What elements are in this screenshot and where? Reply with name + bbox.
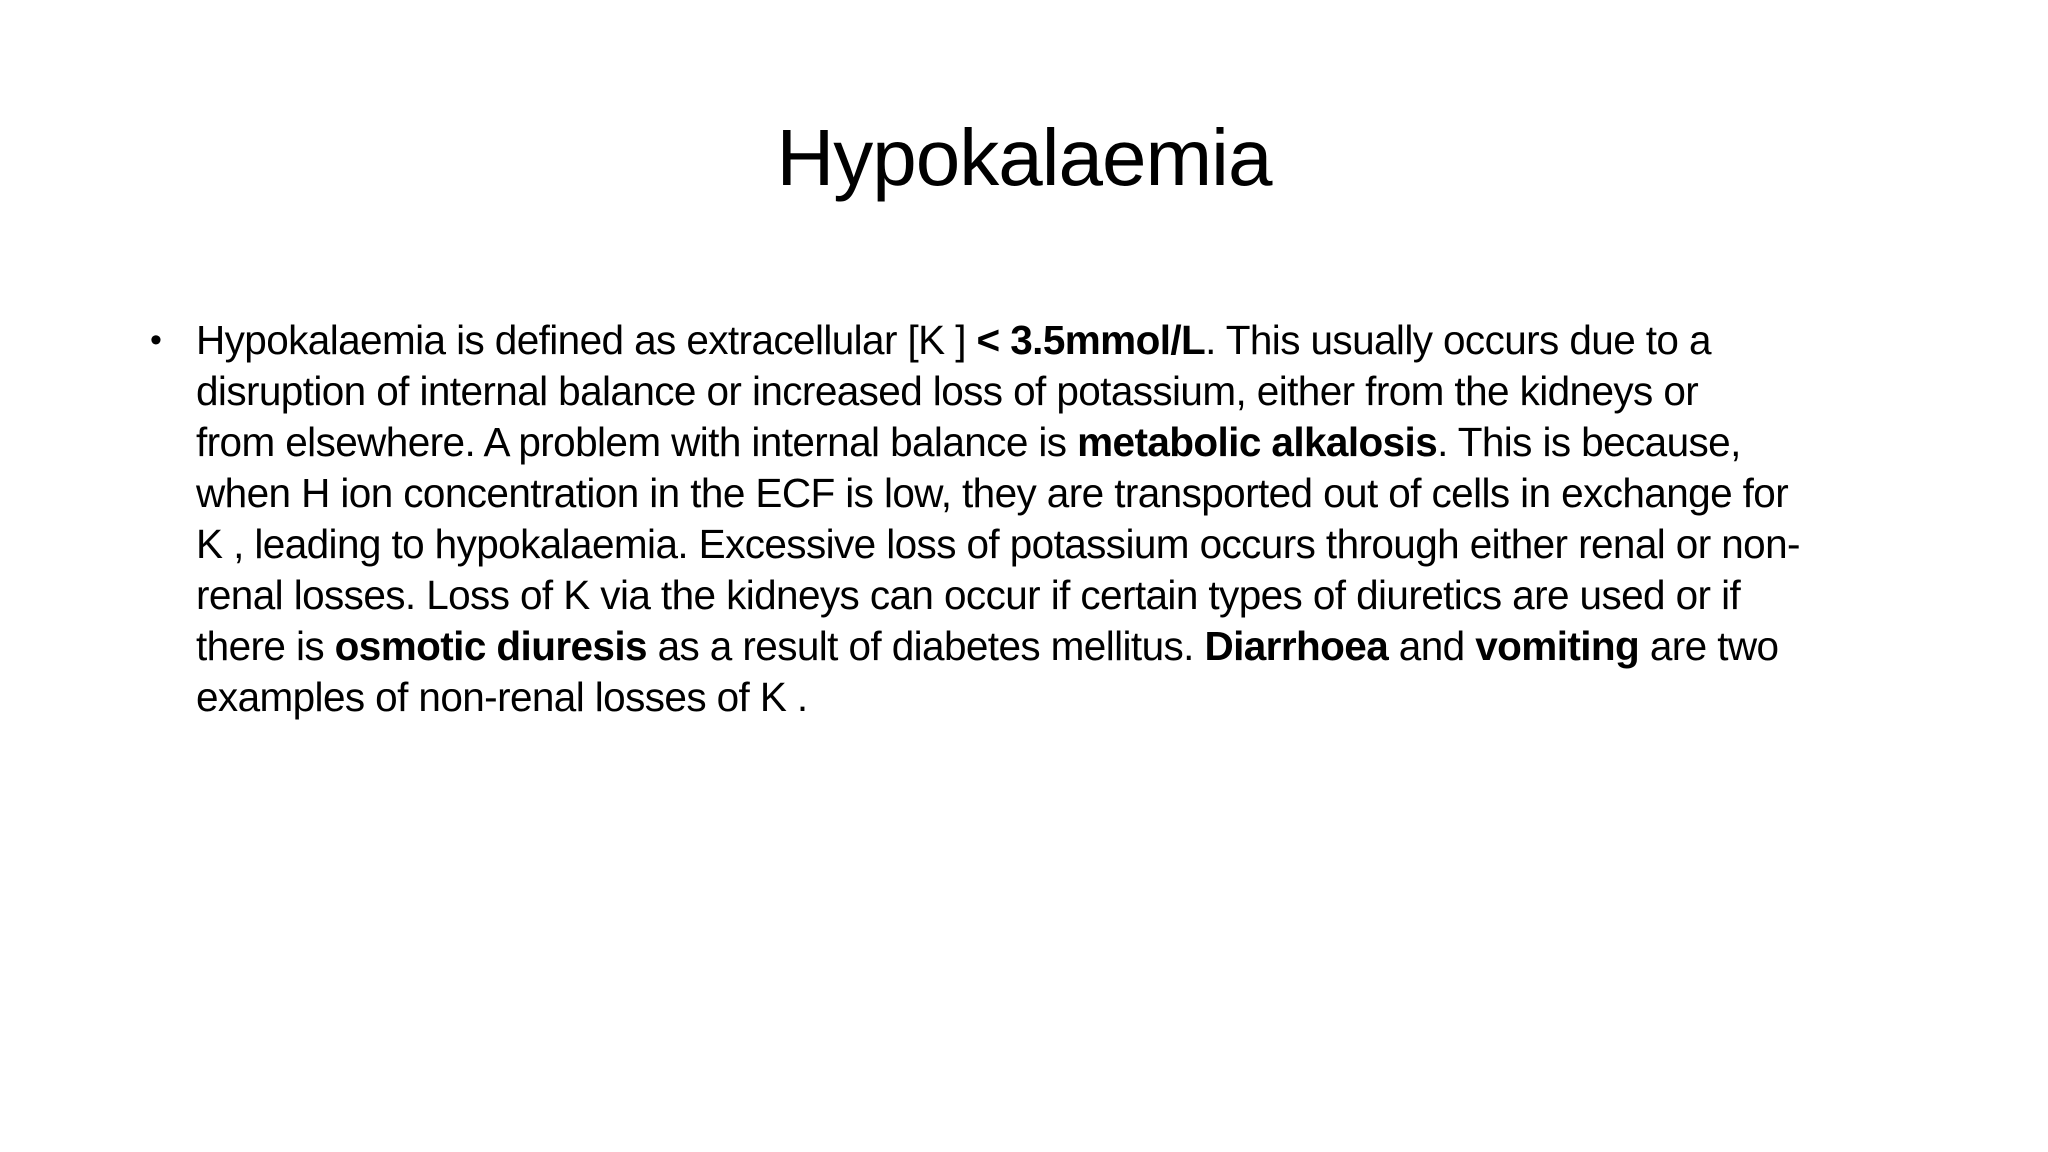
paragraph-line — [196, 621, 1970, 672]
text-segment: when H ion concentration in the ECF is low, they are transported out of cells in exchange for — [196, 470, 1789, 516]
paragraph-line — [196, 417, 1970, 468]
paragraph-line — [196, 570, 1970, 621]
paragraph-line — [196, 366, 1970, 417]
bullet-point-icon: • — [150, 321, 162, 359]
emphasized-term: vomiting — [1475, 623, 1640, 669]
paragraph-line — [196, 672, 1970, 723]
text-segment: and — [1388, 623, 1476, 669]
text-segment: are two — [1639, 623, 1779, 669]
text-segment: renal losses. Loss of K via the kidneys can occur if certain types of diuretics are used or if — [196, 572, 1741, 618]
emphasized-term: < 3.5mmol/L — [976, 317, 1206, 363]
paragraph-line — [196, 315, 1970, 366]
slide-title: Hypokalaemia — [776, 113, 1272, 202]
text-segment: from elsewhere. A problem with internal balance is — [196, 419, 1078, 465]
text-segment: Hypokalaemia is defined as extracellular [K ] — [196, 317, 977, 363]
text-segment: examples of non-renal losses of K . — [196, 674, 808, 720]
text-segment: there is — [196, 623, 335, 669]
text-segment: as a result of diabetes mellitus. — [646, 623, 1205, 669]
paragraph-line — [196, 468, 1970, 519]
text-segment: . This is because, — [1437, 419, 1741, 465]
emphasized-term: Diarrhoea — [1204, 623, 1389, 669]
paragraph-line — [196, 519, 1970, 570]
text-segment: K , leading to hypokalaemia. Excessive loss of potassium occurs through either renal or non- — [196, 521, 1800, 567]
emphasized-term: metabolic alkalosis — [1077, 419, 1438, 465]
text-segment: . This usually occurs due to a — [1205, 317, 1711, 363]
bullet-paragraph — [196, 315, 1970, 723]
emphasized-term: osmotic diuresis — [334, 623, 647, 669]
bullet-item — [150, 315, 1970, 723]
bullet-list — [150, 315, 1970, 723]
text-segment: disruption of internal balance or increased loss of potassium, either from the kidneys or — [196, 368, 1699, 414]
